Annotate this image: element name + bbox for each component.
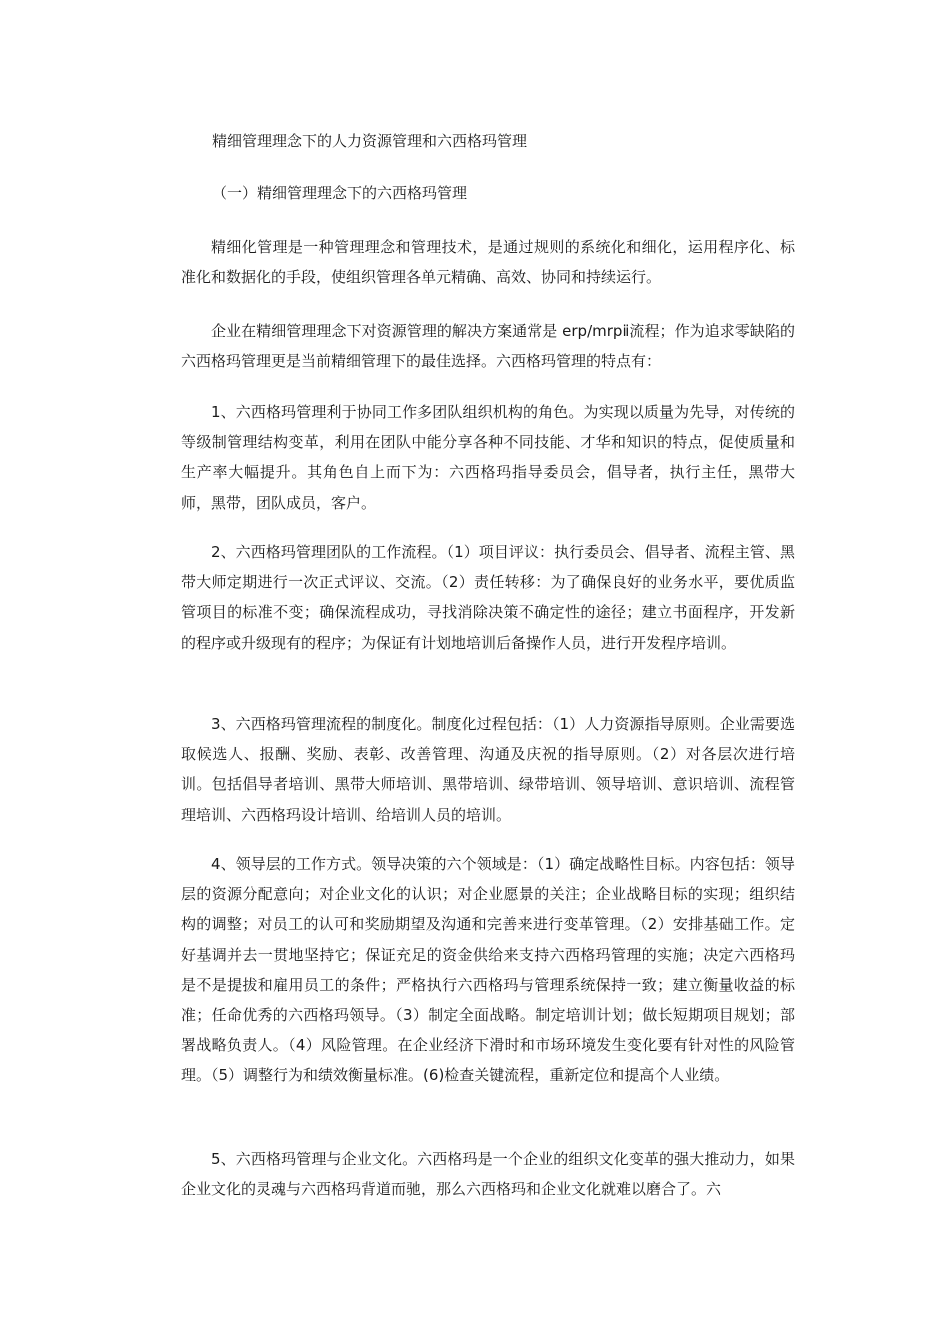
paragraph-4: 2、六西格玛管理团队的工作流程。（1）项目评议：执行委员会、倡导者、流程主管、黑带大师定期进行一次正式评议、交流。（2）责任转移：为了确保良好的业务水平，要优质监管项目的标准不变；确保流程成功，寻找消除决策不确定性的途径；建立书面程序，开发新的程序或升级现有的程序；为保证有计划地培训后备操作人员，进行开发程序培训。 [181, 543, 795, 652]
paragraph-3: 1、六西格玛管理利于协同工作多团队组织机构的角色。为实现以质量为先导，对传统的等级制管理结构变革，利用在团队中能分享各种不同技能、才华和知识的特点，促使质量和生产率大幅提升。其角色自上而下为：六西格玛指导委员会，倡导者，执行主任，黑带大师，黑带，团队成员，客户。 [181, 403, 795, 512]
paragraph-2: 企业在精细管理理念下对资源管理的解决方案通常是 erp/mrpⅱ流程；作为追求零缺陷的六西格玛管理更是当前精细管理下的最佳选择。六西格玛管理的特点有： [181, 322, 795, 371]
paragraph-5: 3、六西格玛管理流程的制度化。制度化过程包括：（1）人力资源指导原则。企业需要选取候选人、报酬、奖励、表彰、改善管理、沟通及庆祝的指导原则。（2）对各层次进行培训。包括倡导者培训、黑带大师培训、黑带培训、绿带培训、领导培训、意识培训、流程管理培训、六西格玛设计培训、给培训人员的培训。 [181, 715, 795, 824]
document-title: 精细管理理念下的人力资源管理和六西格玛管理 [212, 132, 528, 150]
paragraph-6: 4、领导层的工作方式。领导决策的六个领域是：（1）确定战略性目标。内容包括：领导层的资源分配意向；对企业文化的认识；对企业愿景的关注；企业战略目标的实现；组织结构的调整；对员工的认可和奖励期望及沟通和完善来进行变革管理。（2）安排基础工作。定好基调并去一贯地坚持它；保证充足的资金供给来支持六西格玛管理的实施；决定六西格玛是不是提拔和雇用员工的条件；严格执行六西格玛与管理系统保持一致；建立衡量收益的标准；任命优秀的六西格玛领导。（3）制定全面战略。制定培训计划；做长短期项目规划；部署战略负责人。（4）风险管理。在企业经济下滑时和市场环境发生变化要有针对性的风险管理。（5）调整行为和绩效衡量标准。(6)检查关键流程，重新定位和提高个人业绩。 [181, 855, 795, 1085]
paragraph-1: 精细化管理是一种管理理念和管理技术，是通过规则的系统化和细化，运用程序化、标准化和数据化的手段，使组织管理各单元精确、高效、协同和持续运行。 [181, 238, 795, 287]
section-heading: （一）精细管理理念下的六西格玛管理 [212, 184, 468, 202]
paragraph-7: 5、六西格玛管理与企业文化。六西格玛是一个企业的组织文化变革的强大推动力，如果企业文化的灵魂与六西格玛背道而驰，那么六西格玛和企业文化就难以磨合了。六 [181, 1150, 795, 1199]
